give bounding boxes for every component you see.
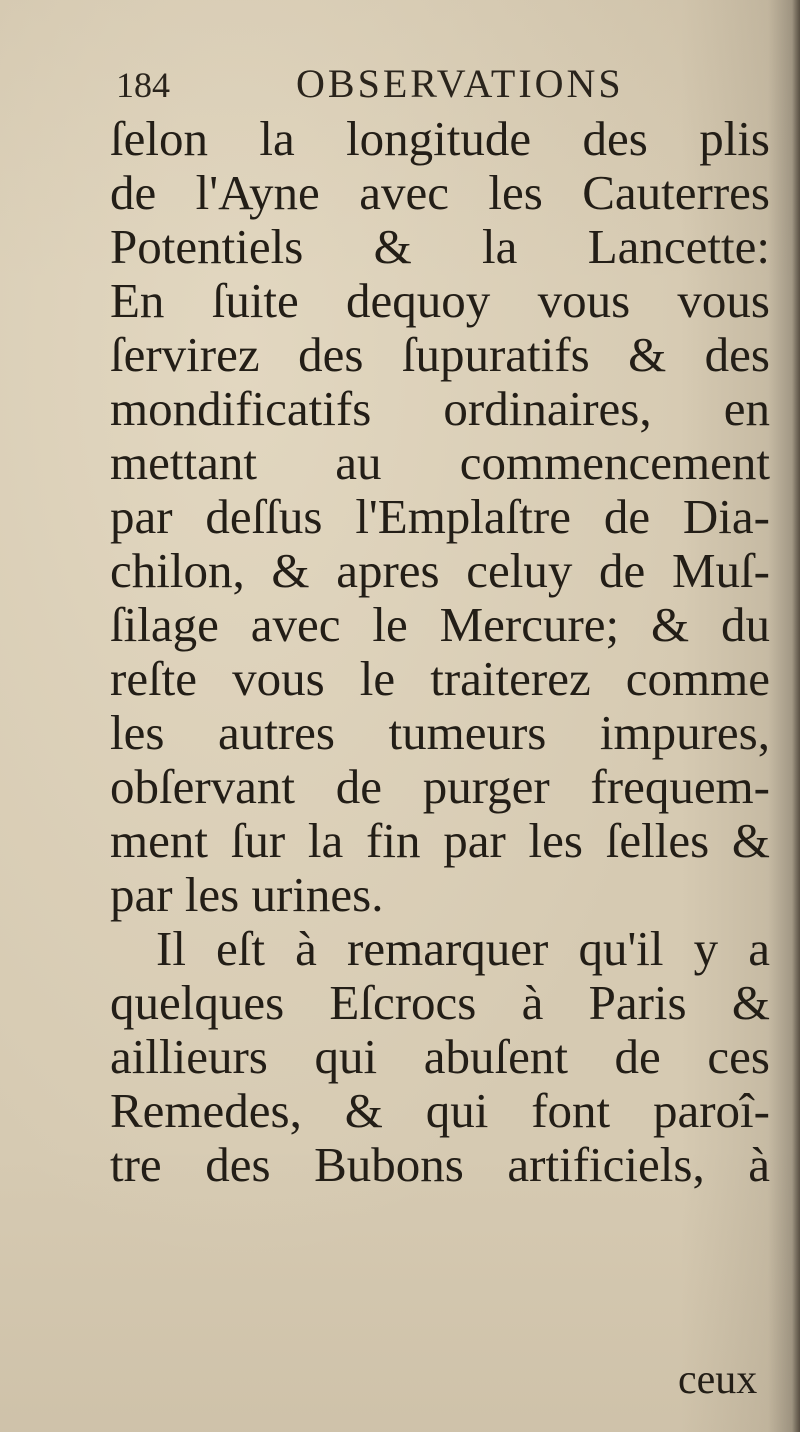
text-line: quelques Eſcrocs à Paris &: [110, 975, 770, 1030]
running-head: [116, 56, 676, 104]
text-line: reſte vous le traiterez comme: [110, 651, 770, 706]
paragraph-start-line: Il eſt à remarquer qu'il y a: [156, 921, 770, 976]
text-line: chilon, & apres celuy de Muſ-: [110, 543, 770, 598]
text-line: ſelon la longitude des plis: [110, 111, 770, 166]
text-line: ſervirez des ſupuratifs & des: [110, 327, 770, 382]
text-line: par deſſus l'Emplaſtre de Dia-: [110, 489, 770, 544]
text-line: mondificatifs ordinaires, en: [110, 381, 770, 436]
page-gutter-shadow: [792, 0, 800, 1432]
catchword: ceux: [678, 1357, 758, 1403]
text-line: de l'Ayne avec les Cauterres: [110, 165, 770, 220]
text-line: les autres tumeurs impures,: [110, 705, 770, 760]
text-line: ſilage avec le Mercure; & du: [110, 597, 770, 652]
body-text: [110, 112, 770, 1192]
text-line: par les urines.: [110, 867, 384, 922]
running-title: OBSERVATIONS: [296, 61, 624, 106]
page-number: 184: [116, 65, 170, 105]
text-line: En ſuite dequoy vous vous: [110, 273, 770, 328]
text-line: Remedes, & qui font paroî-: [110, 1083, 770, 1138]
text-line: Potentiels & la Lancette:: [110, 219, 770, 274]
text-line: ment ſur la fin par les ſelles &: [110, 813, 770, 868]
text-line: tre des Bubons artificiels, à: [110, 1137, 770, 1192]
text-line: aillieurs qui abuſent de ces: [110, 1029, 770, 1084]
text-line: obſervant de purger frequem-: [110, 759, 770, 814]
text-line: mettant au commencement: [110, 435, 770, 490]
